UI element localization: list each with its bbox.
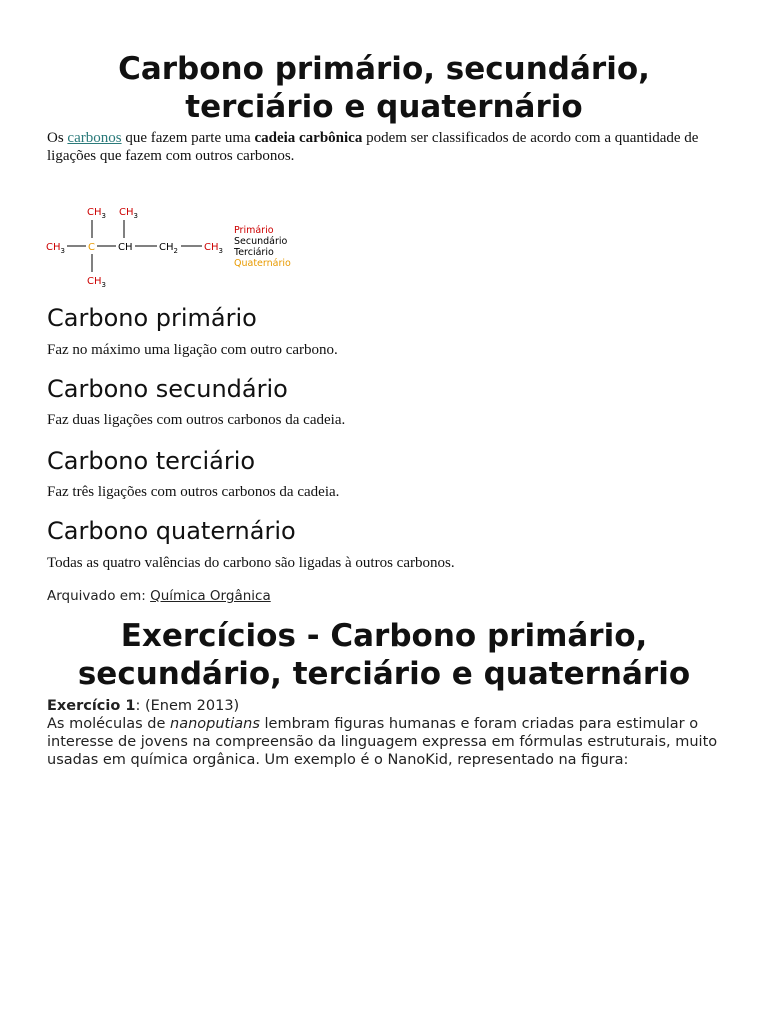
tertiary-ch: CH	[118, 242, 133, 253]
exercise-1-header	[47, 697, 737, 715]
text-carbono-primario: Faz no máximo uma ligação com outro carbono.	[47, 342, 338, 358]
heading-carbono-quaternario: Carbono quaternário	[47, 517, 296, 545]
text-carbono-quaternario: Todas as quatro valências do carbono são ligadas à outros carbonos.	[47, 555, 455, 571]
archive-line	[47, 587, 737, 605]
archive-label: Arquivado em:	[47, 588, 151, 604]
exercise-1-label: Exercício 1	[47, 698, 136, 714]
archive-category-link[interactable]: Química Orgânica	[150, 588, 271, 604]
quaternary-carbon: C	[88, 242, 95, 253]
page-title: Carbono primário, secundário, terciário e quaternário	[118, 51, 650, 125]
top-ch3-quaternary-branch: $CH_3$	[87, 207, 106, 220]
exercise-1-text-start: As moléculas de	[47, 716, 171, 732]
heading-carbono-terciario: Carbono terciário	[47, 447, 256, 475]
exercise-1-emphasis: nanoputians	[170, 716, 260, 732]
intro-bold-term: cadeia carbônica	[254, 130, 363, 146]
heading-carbono-secundario: Carbono secundário	[47, 375, 288, 403]
secondary-ch2: $CH_2$	[159, 242, 178, 255]
legend-secundario: Secundário	[234, 236, 288, 247]
exercises-title: Exercícios - Carbono primário, secundário, terciário e quaternário	[77, 618, 691, 692]
legend-terciario: Terciário	[234, 247, 274, 258]
right-ch3: $CH_3$	[204, 242, 223, 255]
intro-text-end: podem ser classificados de acordo com a quantidade de ligações que fazem com outros carbonos.	[47, 130, 699, 164]
exercise-1-text-end: lembram figuras humanas e foram criadas para estimular o interesse de jovens na compreensão da linguagem expressa em fórmulas estruturais, muito usadas em química orgânica. Um exemplo é o NanoKid, representado na figura:	[47, 716, 718, 768]
left-ch3: $CH_3$	[46, 242, 65, 255]
intro-text-middle: que fazem parte uma	[121, 130, 255, 146]
legend-primario: Primário	[234, 225, 274, 236]
legend-quaternario: Quaternário	[234, 258, 291, 269]
bottom-ch3: $CH_3$	[87, 276, 106, 289]
exercise-1-source: : (Enem 2013)	[135, 698, 240, 714]
exercise-1	[47, 697, 737, 769]
carbonos-link[interactable]: carbonos	[67, 130, 122, 146]
text-carbono-secundario: Faz duas ligações com outros carbonos da cadeia.	[47, 412, 346, 428]
intro-text-start: Os	[47, 130, 68, 146]
carbon-chain-diagram	[40, 198, 300, 293]
top-ch3-tertiary-branch: $CH_3$	[119, 207, 138, 220]
text-carbono-terciario: Faz três ligações com outros carbonos da cadeia.	[47, 484, 340, 500]
intro-paragraph	[47, 129, 727, 165]
heading-carbono-primario: Carbono primário	[47, 304, 257, 332]
exercise-1-text	[47, 715, 737, 769]
